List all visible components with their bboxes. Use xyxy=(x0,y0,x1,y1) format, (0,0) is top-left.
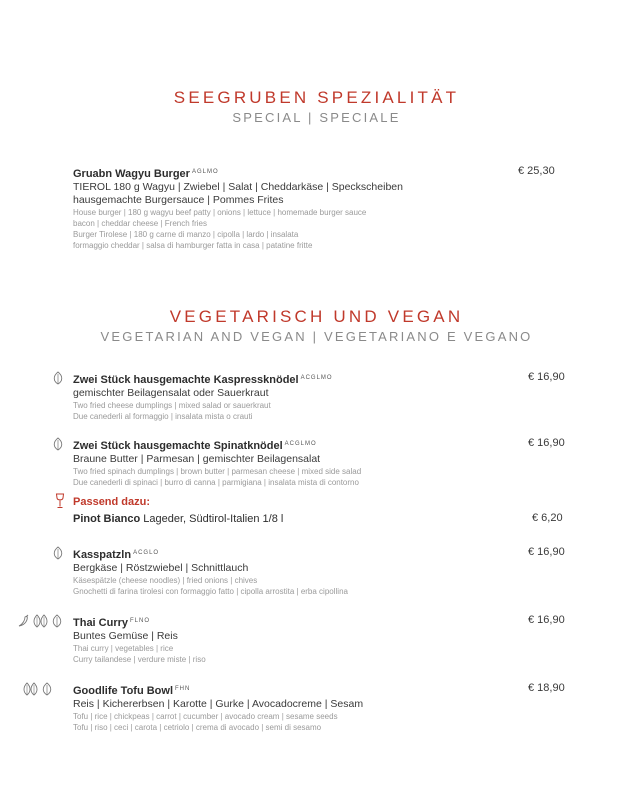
dish-description: gemischter Beilagensalat oder Sauerkraut xyxy=(73,387,269,399)
wine-glass-icon xyxy=(55,493,65,509)
dish-translation: formaggio cheddar | salsa di hamburger fatta in casa | patatine fritte xyxy=(73,241,313,250)
dish-translation: Two fried cheese dumplings | mixed salad or sauerkraut xyxy=(73,401,271,410)
dish-name: Gruabn Wagyu Burger $^{AGLMO}$ xyxy=(73,168,219,180)
dish-name: Zwei Stück hausgemachte Kaspressknödel $^{ACGLMO}$ xyxy=(73,374,333,386)
dish-translation: Käsespätzle (cheese noodles) | fried onions | chives xyxy=(73,576,258,585)
dish-translation: bacon | cheddar cheese | French fries xyxy=(73,219,208,228)
pairing-label: Passend dazu: xyxy=(73,496,151,508)
wine-detail: Lageder, Südtirol-Italien 1/8 l xyxy=(143,513,284,525)
dish-translation: Due canederli di spinaci | burro di canna | parmigiana | insalata mista di contorno xyxy=(73,478,359,487)
dish-price: € 25,30 xyxy=(518,165,555,177)
chili-icon xyxy=(17,614,31,628)
dish-translation: Thai curry | vegetables | rice xyxy=(73,644,174,653)
dish-description: TIEROL 180 g Wagyu | Zwiebel | Salat | Cheddarkäse | Speckscheiben xyxy=(73,181,403,193)
leaf-icon xyxy=(41,682,53,696)
dish-icons xyxy=(17,614,63,628)
dish-name: Kasspatzln $^{ACGLO}$ xyxy=(73,549,160,561)
allergen-codes: AGLMO xyxy=(191,169,219,175)
allergen-codes: FLNO xyxy=(130,618,151,624)
dish-price: € 16,90 xyxy=(528,437,565,449)
allergen-codes: ACGLMO xyxy=(284,441,317,447)
dish-price: € 16,90 xyxy=(528,614,565,626)
dish-description: Reis | Kichererbsen | Karotte | Gurke | Avocadocreme | Sesam xyxy=(73,698,364,710)
wine-name: Pinot Bianco xyxy=(73,513,141,525)
menu-item xyxy=(73,165,563,251)
dish-icons xyxy=(52,546,64,560)
dish-price: € 16,90 xyxy=(528,371,565,383)
dish-price: € 16,90 xyxy=(528,546,565,558)
dish-price: € 18,90 xyxy=(528,682,565,694)
wine-icon-wrap xyxy=(55,494,65,508)
dish-translation: House burger | 180 g wagyu beef patty | onions | lettuce | homemade burger sauce xyxy=(73,208,367,217)
menu-item xyxy=(73,614,563,665)
dish-description: Buntes Gemüse | Reis xyxy=(73,630,178,642)
section-header-specials xyxy=(0,88,633,127)
section-subtitle: VEGETARIAN AND VEGAN | VEGETARIANO E VEGANO xyxy=(100,329,533,344)
dish-translation: Gnochetti di farina tirolesi con formaggio fatto | cipolla arrostita | erba cipollina xyxy=(73,587,348,596)
wine-price: € 6,20 xyxy=(532,512,563,524)
section-title: SEEGRUBEN SPEZIALITÄT xyxy=(173,88,460,107)
section-title: VEGETARISCH UND VEGAN xyxy=(169,307,464,326)
section-header-vegetarian xyxy=(0,307,633,346)
menu-item xyxy=(73,371,563,422)
dish-translation: Tofu | rice | chickpeas | carrot | cucumber | avocado cream | sesame seeds xyxy=(73,712,338,721)
leaf-icon xyxy=(52,546,64,560)
dish-icons xyxy=(52,437,64,451)
dish-description: Braune Butter | Parmesan | gemischter Beilagensalat xyxy=(73,453,321,465)
dish-icons xyxy=(22,682,53,696)
allergen-codes: FHN xyxy=(175,686,191,692)
double-leaf-icon xyxy=(32,614,50,628)
allergen-codes: ACGLMO xyxy=(300,375,333,381)
dish-description: Bergkäse | Röstzwiebel | Schnittlauch xyxy=(73,562,249,574)
dish-translation: Tofu | riso | ceci | carota | cetriolo | crema di avocado | semi di sesamo xyxy=(73,723,322,732)
leaf-icon xyxy=(52,437,64,451)
dish-translation: Two fried spinach dumplings | brown butter | parmesan cheese | mixed side salad xyxy=(73,467,362,476)
double-leaf-icon xyxy=(22,682,40,696)
leaf-icon xyxy=(51,614,63,628)
menu-item xyxy=(73,546,563,597)
dish-translation: Curry tailandese | verdure miste | riso xyxy=(73,655,206,664)
dish-name: Zwei Stück hausgemachte Spinatknödel $^{ACGLMO}$ xyxy=(73,440,317,452)
menu-item xyxy=(73,682,563,733)
wine-name-line xyxy=(73,512,563,526)
dish-translation: Burger Tirolese | 180 g carne di manzo | cipolla | lardo | insalata xyxy=(73,230,299,239)
allergen-codes: ACGLO xyxy=(133,550,160,556)
dish-name: Thai Curry $^{FLNO}$ xyxy=(73,617,151,629)
dish-name: Goodlife Tofu Bowl $^{FHN}$ xyxy=(73,685,191,697)
leaf-icon xyxy=(52,371,64,385)
section-subtitle: SPECIAL | SPECIALE xyxy=(232,110,401,125)
wine-pairing xyxy=(73,495,563,526)
dish-icons xyxy=(52,371,64,385)
dish-translation: Due canederli al formaggio | insalata mista o crauti xyxy=(73,412,253,421)
dish-description: hausgemachte Burgersauce | Pommes Frites xyxy=(73,194,284,206)
menu-item xyxy=(73,437,563,488)
